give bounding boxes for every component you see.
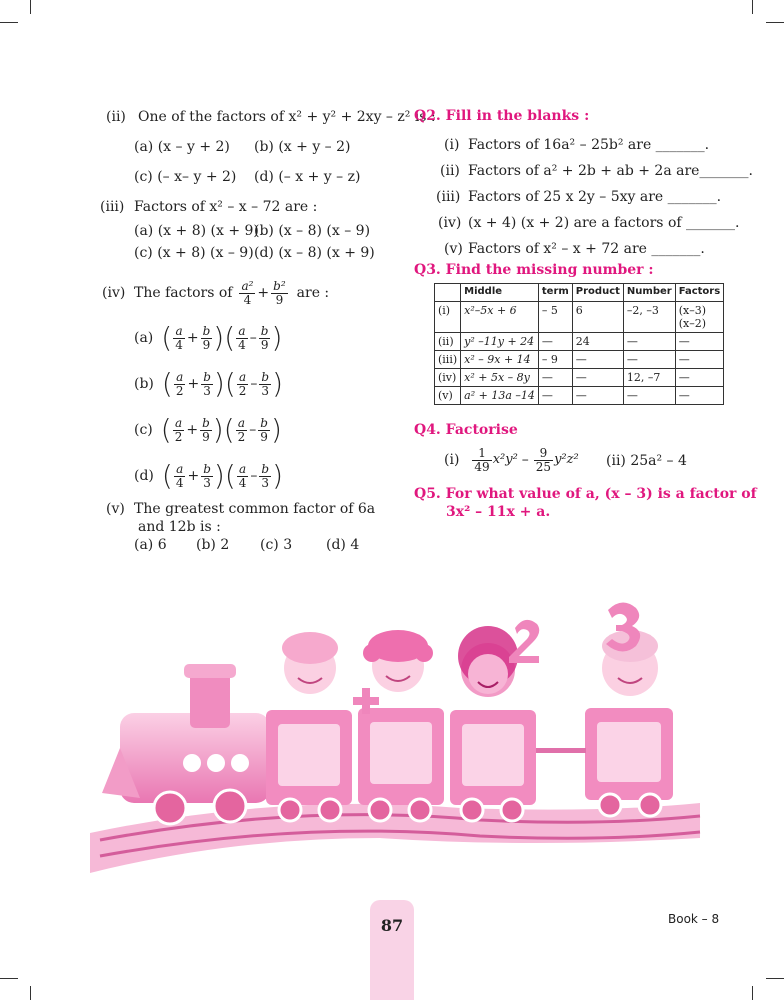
question-label: (iii) [100,199,125,215]
q2-heading: Q2. Fill in the blanks : [414,108,590,124]
minus-sign: – [250,468,258,484]
q4-part-i [444,442,579,478]
table-cell: 6 [572,302,623,333]
q5-heading: Q5. For what value of a, (x – 3) is a factor of [414,486,757,502]
q4-heading: Q4. Factorise [414,422,518,438]
table-cell: – 9 [538,351,572,369]
table-cell: a² + 13a –14 [461,387,539,405]
table-cell: — [572,369,623,387]
denominator: 2 [175,383,184,398]
plus-sign: + [187,376,200,392]
blank-item-label: (v) [444,241,463,257]
table-cell: 12, –7 [623,369,675,387]
crop-mark [30,986,31,1000]
denominator: 4 [238,337,246,352]
table-cell: — [572,351,623,369]
table-cell: (x–3) (x–2) [675,302,723,333]
part-label: (i) [444,452,460,468]
numerator: b [202,323,211,338]
paren-open: ( [161,367,173,400]
missing-number-table [434,283,724,405]
table-cell: — [623,333,675,351]
crop-mark [30,0,31,14]
numerator: a [173,417,185,431]
paren-close: ) [271,321,283,354]
question-stem: One of the factors of x² + y² + 2xy – z² is : [138,109,436,125]
table-cell: x²–5x + 6 [461,302,539,333]
blank-item-text: Factors of 25 x 2y – 5xy are _______. [468,189,722,205]
table-cell: — [675,387,723,405]
table-row [435,333,724,351]
table-header-cell: Middle [461,284,539,302]
fraction [173,417,185,444]
table-cell: –2, –3 [623,302,675,333]
denominator: 3 [203,383,211,398]
table-row [435,351,724,369]
table-cell: — [675,333,723,351]
option-d: (d) (x – 8) (x + 9) [254,245,375,261]
blank-item-text: Factors of x² – x + 72 are _______. [468,241,705,257]
crop-mark [766,978,784,979]
option-d: (d) 4 [326,537,360,553]
paren-close: ) [213,367,225,400]
stem-text: The factors of [134,285,233,301]
plus-sign: + [186,330,199,346]
option-a: (a) (x – y + 2) [134,139,230,155]
fraction [237,463,249,490]
table-cell: 24 [572,333,623,351]
numerator: b [203,461,211,476]
table-cell: — [538,369,572,387]
q5-heading-cont: 3x² – 11x + a. [446,504,551,520]
fraction [173,325,185,352]
train-wagons [266,708,673,805]
q4-part-ii: (ii) 25a² – 4 [606,453,687,469]
denominator: 25 [535,459,552,474]
table-cell: (ii) [435,333,461,351]
option-c: (c) (x + 8) (x – 9) [134,245,254,261]
table-row [435,302,724,333]
missing-number-table-wrap [434,283,724,405]
fraction [534,447,553,474]
paren-open: ( [223,413,235,446]
denominator: 2 [174,429,183,444]
crop-mark [0,22,18,23]
table-header-cell: Product [572,284,623,302]
blank-item-label: (i) [444,137,460,153]
table-row [435,387,724,405]
numerator: b [203,369,211,384]
stem-end: are : [296,285,330,301]
question-stem-cont: and 12b is : [138,519,221,535]
paren-open: ( [160,413,172,446]
numerator: b [260,415,268,430]
question-label: (ii) [106,109,126,125]
blank-item-text: (x + 4) (x + 2) are a factors of _______. [468,215,740,231]
numerator: a [237,371,249,385]
numerator: b [261,461,270,476]
denominator: 4 [175,337,183,352]
numerator: b [202,415,210,430]
table-cell: (v) [435,387,461,405]
table-cell: x² – 9x + 14 [461,351,539,369]
page-number-tab [370,900,414,1000]
question-stem: The greatest common factor of 6a [134,501,376,517]
table-cell: — [538,387,572,405]
fraction [271,280,288,307]
option-label: (b) [134,376,154,392]
fraction [200,417,212,444]
numerator: b [261,369,270,384]
numerator: a [236,417,248,431]
train-engine [102,664,270,803]
denominator: 2 [237,429,246,444]
fraction [236,417,248,444]
blank-item-label: (iv) [438,215,462,231]
fraction [259,371,271,398]
paren-open: ( [224,459,236,492]
option-b: (b) 2 [196,537,230,553]
paren-close: ) [270,413,282,446]
table-header-cell [435,284,461,302]
blank-item-text: Factors of a² + 2b + ab + 2a are_______. [468,163,753,179]
option-label: (c) [134,422,153,438]
children [282,626,658,697]
paren-open: ( [161,459,173,492]
plus-sign: + [187,468,200,484]
option-a [134,318,282,358]
option-c: (c) 3 [260,537,293,553]
table-header-cell: term [538,284,572,302]
fraction [201,371,213,398]
denominator: 3 [261,383,270,398]
table-cell: (iii) [435,351,461,369]
numerator: a [173,325,185,339]
question-stem: Factors of x² – x – 72 are : [134,199,318,215]
minus-sign: – [250,376,258,392]
denominator: 49 [474,459,490,474]
fraction [258,417,270,444]
blank-item-label: (ii) [440,163,460,179]
fraction [201,325,213,352]
table-cell: (iv) [435,369,461,387]
denominator: 9 [202,429,210,444]
fraction [259,325,271,352]
book-label: Book – 8 [668,912,720,926]
option-label: (a) [134,330,154,346]
crop-mark [752,986,753,1000]
paren-close: ) [213,459,225,492]
question-label: (v) [106,501,125,517]
fraction [259,463,271,490]
question-stem-iv [134,272,329,314]
term: x²y² [492,452,518,467]
fraction [472,447,491,474]
option-d [134,456,283,496]
option-a: (a) 6 [134,537,167,553]
table-header-cell: Number [623,284,675,302]
denominator: 3 [203,475,211,490]
minus-sign: – [249,422,257,438]
paren-close: ) [213,321,225,354]
numerator: a [174,371,186,385]
denominator: 4 [175,475,184,490]
fraction [239,280,255,307]
table-cell: x² + 5x – 8y [461,369,539,387]
option-b: (b) (x + y – 2) [254,139,351,155]
option-c: (c) (– x– y + 2) [134,169,237,185]
paren-open: ( [161,321,173,354]
paren-open: ( [224,367,236,400]
table-cell: — [675,369,723,387]
denominator: 9 [260,429,268,444]
crop-mark [752,0,753,14]
fraction [237,371,249,398]
denominator: 2 [238,383,247,398]
denominator: 9 [275,292,284,307]
option-b [134,364,283,404]
option-d: (d) (– x + y – z) [254,169,361,185]
paren-close: ) [272,367,284,400]
fraction [174,371,186,398]
question-label: (iv) [102,285,126,301]
table-row [435,369,724,387]
page-number: 87 [380,916,404,935]
minus-sign: – [249,330,257,346]
table-header-cell: Factors [675,284,723,302]
table-cell: — [538,333,572,351]
option-a: (a) (x + 8) (x + 9) [134,223,259,239]
blank-item-text: Factors of 16a² – 25b² are _______. [468,137,710,153]
table-cell: – 5 [538,302,572,333]
plus-sign: + [186,422,199,438]
paren-close: ) [212,413,224,446]
denominator: 3 [261,475,270,490]
q3-heading: Q3. Find the missing number : [414,262,654,278]
minus-sign: – [521,452,529,468]
train-illustration [80,598,710,888]
denominator: 9 [202,337,211,352]
numerator: a² [241,278,254,293]
numerator: 1 [472,447,491,461]
table-cell: — [675,351,723,369]
table-cell: — [623,351,675,369]
blank-item-label: (iii) [436,189,461,205]
denominator: 4 [243,292,252,307]
fraction [174,463,186,490]
table-cell: — [572,387,623,405]
option-label: (d) [134,468,154,484]
crop-mark [766,22,784,23]
numerator: a [174,463,186,477]
numerator: a [236,325,248,339]
denominator: 9 [260,337,269,352]
plus-sign: + [257,285,270,301]
numerator: a [237,463,249,477]
paren-close: ) [272,459,284,492]
table-cell: y² –11y + 24 [461,333,539,351]
table-cell: (i) [435,302,461,333]
option-b: (b) (x – 8) (x – 9) [254,223,371,239]
term: y²z² [554,452,579,467]
numerator: 9 [534,447,553,461]
crop-mark [0,978,18,979]
paren-open: ( [224,321,236,354]
fraction [201,463,213,490]
table-cell: — [623,387,675,405]
fraction [236,325,248,352]
option-c [134,410,282,450]
numerator: b² [273,278,286,293]
numerator: b [260,323,269,338]
denominator: 4 [238,475,247,490]
